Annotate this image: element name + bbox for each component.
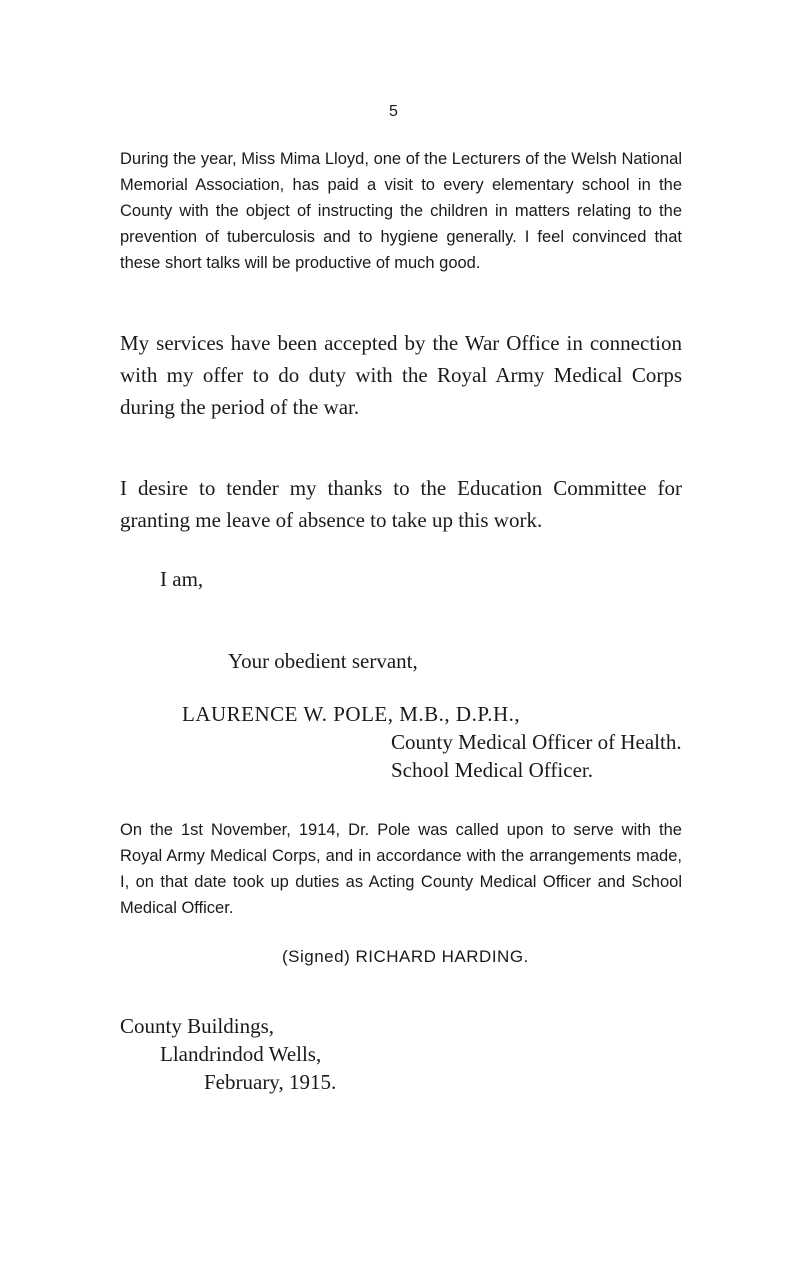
paragraph-war-office-service: My services have been accepted by the War Office in connection with my offer to do duty with the Royal Army Medical Corps during the period of the war. [120, 331, 682, 419]
paragraph-lecturer-visits: During the year, Miss Mima Lloyd, one of the Lecturers of the Welsh National Memorial Association, has paid a visit to every elementary school in the County with the object of instructing the children in matters relating to the prevention of tuberculosis and to hygiene generally. I feel convinced that these short talks will be productive of much good. [120, 150, 682, 272]
signed-richard-harding: (Signed) RICHARD HARDING. [282, 947, 529, 966]
paragraph-thanks-education-committee: I desire to tender my thanks to the Education Committee for granting me leave of absence to take up this work. [120, 476, 682, 532]
letter-closing: Your obedient servant, [228, 649, 418, 673]
address-line-town: Llandrindod Wells, [160, 1042, 322, 1066]
page-number: 5 [389, 103, 398, 120]
signatory-title-school: School Medical Officer. [391, 758, 593, 782]
letter-greeting: I am, [160, 567, 204, 591]
address-line-date: February, 1915. [204, 1070, 337, 1094]
letter-signature: LAURENCE W. POLE, M.B., D.P.H., [182, 702, 521, 726]
signatory-title-health: County Medical Officer of Health. [391, 730, 682, 754]
paragraph-acting-officer-note: On the 1st November, 1914, Dr. Pole was called upon to serve with the Royal Army Medical Corps, and in accordance with the arrangements made, I, on that date took up duties as Acting County Medical Officer and School Medical Officer. [120, 821, 682, 917]
address-line-buildings: County Buildings, [120, 1014, 275, 1038]
